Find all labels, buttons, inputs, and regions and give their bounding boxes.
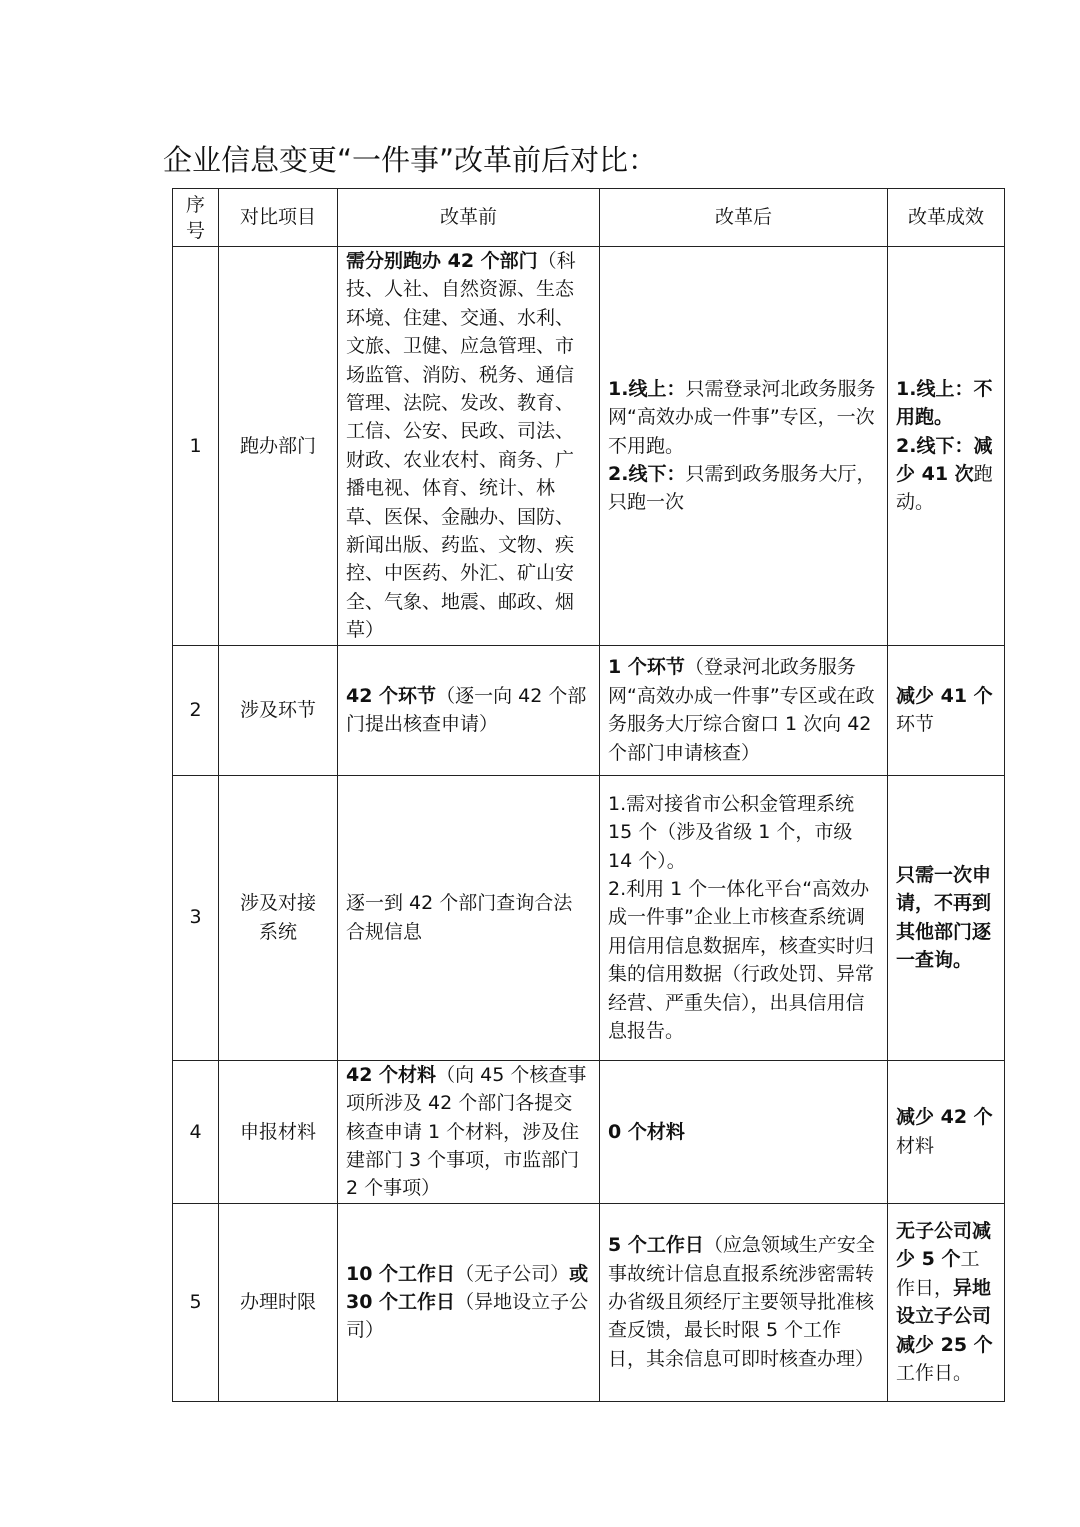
row-result <box>888 247 1005 646</box>
after-para-1: 1.需对接省市公积金管理系统 15 个（涉及省级 1 个，市级 14 个）。 <box>608 792 855 872</box>
after-p2-text: 只需到政务服务大厅，只跑一次 <box>608 463 876 514</box>
item-line-2: 系统 <box>258 920 297 943</box>
row-result <box>888 645 1005 775</box>
row-before <box>338 645 600 775</box>
row-result <box>888 1060 1005 1203</box>
row-after <box>600 247 888 646</box>
after-p1-text: 只需登录河北政务服务网“高效办成一件事”专区，一次不用跑。 <box>608 377 876 457</box>
row-seq: 1 <box>173 247 219 646</box>
before-bold: 42 个材料 <box>346 1063 437 1086</box>
table-row <box>173 1060 1005 1203</box>
row-item <box>219 775 338 1060</box>
before-text-2: （异地设立子公司） <box>346 1291 589 1342</box>
row-result <box>888 1203 1005 1401</box>
after-text: （登录河北政务服务网“高效办成一件事”专区或在政务服务大厅综合窗口 1 次向 42 个部门申请核查） <box>608 656 875 764</box>
row-seq: 3 <box>173 775 219 1060</box>
table-row <box>173 645 1005 775</box>
table-row <box>173 775 1005 1060</box>
row-after <box>600 1203 888 1401</box>
row-item: 跑办部门 <box>219 247 338 646</box>
row-before <box>338 247 600 646</box>
row-seq: 5 <box>173 1203 219 1401</box>
result-para-2 <box>896 432 996 517</box>
table-row <box>173 1203 1005 1401</box>
header-seq-line1: 序 <box>185 193 205 216</box>
result-text: 环节 <box>896 713 935 736</box>
result-p1-bold: 1.线上：不用跑。 <box>896 377 993 429</box>
result-text-2: 工作日。 <box>896 1362 973 1385</box>
result-bold: 减少 42 个 <box>896 1106 993 1129</box>
row-seq: 4 <box>173 1060 219 1203</box>
after-para-2: 2.利用 1 个一体化平台“高效办成一件事”企业上市核查系统调用信用信息数据库，核查实时归集的信用数据（行政处罚、异常经营、严重失信），出具信用信息报告。 <box>608 878 875 1043</box>
result-bold-1: 无子公司减少 5 个 <box>896 1220 992 1271</box>
after-para-2 <box>608 460 879 517</box>
result-bold-2: 异地设立子公司减少 25 个 <box>896 1276 993 1356</box>
page-title: 企业信息变更“一件事”改革前后对比： <box>163 143 658 177</box>
row-after <box>600 1060 888 1203</box>
result-para-1 <box>896 375 996 432</box>
after-para-1 <box>608 375 879 460</box>
after-text: （应急领域生产安全事故统计信息直报系统涉密需转办省级且须经厅主要领导批准核查反馈，最长时限 5 个工作日，其余信息可即时核查办理） <box>608 1234 875 1370</box>
header-result: 改革成效 <box>888 189 1005 247</box>
row-after <box>600 645 888 775</box>
before-text: （向 45 个核查事项所涉及 42 个部门各提交核查申请 1 个材料，涉及住建部门 3 个事项，市监部门 2 个事项） <box>346 1063 587 1200</box>
table-row <box>173 247 1005 646</box>
row-item: 涉及环节 <box>219 645 338 775</box>
header-before: 改革前 <box>338 189 600 247</box>
before-text-1: （无子公司） <box>455 1262 570 1285</box>
after-bold: 0 个材料 <box>608 1120 685 1143</box>
header-seq <box>173 189 219 247</box>
after-p1-bold: 1.线上： <box>608 377 686 400</box>
row-item: 申报材料 <box>219 1060 338 1203</box>
header-after: 改革后 <box>600 189 888 247</box>
before-bold-2: 或 30 个工作日 <box>346 1262 589 1314</box>
header-item: 对比项目 <box>219 189 338 247</box>
before-bold: 42 个环节 <box>346 684 437 707</box>
after-bold: 5 个工作日 <box>608 1234 704 1257</box>
row-before <box>338 1203 600 1401</box>
header-seq-line2: 号 <box>185 219 205 242</box>
comparison-table <box>172 188 1005 1402</box>
result-p2-text: 跑动。 <box>896 463 993 514</box>
after-p2-bold: 2.线下： <box>608 463 686 486</box>
row-result <box>888 775 1005 1060</box>
row-before <box>338 1060 600 1203</box>
result-p2-bold: 2.线下：减少 41 次 <box>896 434 993 486</box>
after-bold: 1 个环节 <box>608 656 685 679</box>
result-text-1: 工作日， <box>896 1248 980 1299</box>
row-before: 逐一到 42 个部门查询合法合规信息 <box>338 775 600 1060</box>
before-bold: 需分别跑办 42 个部门 <box>346 250 538 272</box>
before-bold-1: 10 个工作日 <box>346 1262 456 1285</box>
table-header-row <box>173 189 1005 247</box>
row-seq: 2 <box>173 645 219 775</box>
row-item: 办理时限 <box>219 1203 338 1401</box>
item-line-1: 涉及对接 <box>239 892 316 915</box>
result-text: 材料 <box>896 1134 935 1157</box>
before-text: （科技、人社、自然资源、生态环境、住建、交通、水利、文旅、卫健、应急管理、市场监管、消防、税务、通信管理、法院、发改、教育、工信、公安、民政、司法、财政、农业农村、商务、广播电视、体育、统计、林草、医保、金融办、国防、新闻出版、药监、文物、疾控、中医药、外汇、矿山安全、气象、地震、邮政、烟草） <box>346 250 576 642</box>
before-text: （逐一向 42 个部门提出核查申请） <box>346 684 587 736</box>
row-after <box>600 775 888 1060</box>
result-bold: 只需一次申请，不再到其他部门逐一查询。 <box>896 863 992 972</box>
result-bold: 减少 41 个 <box>896 684 993 707</box>
